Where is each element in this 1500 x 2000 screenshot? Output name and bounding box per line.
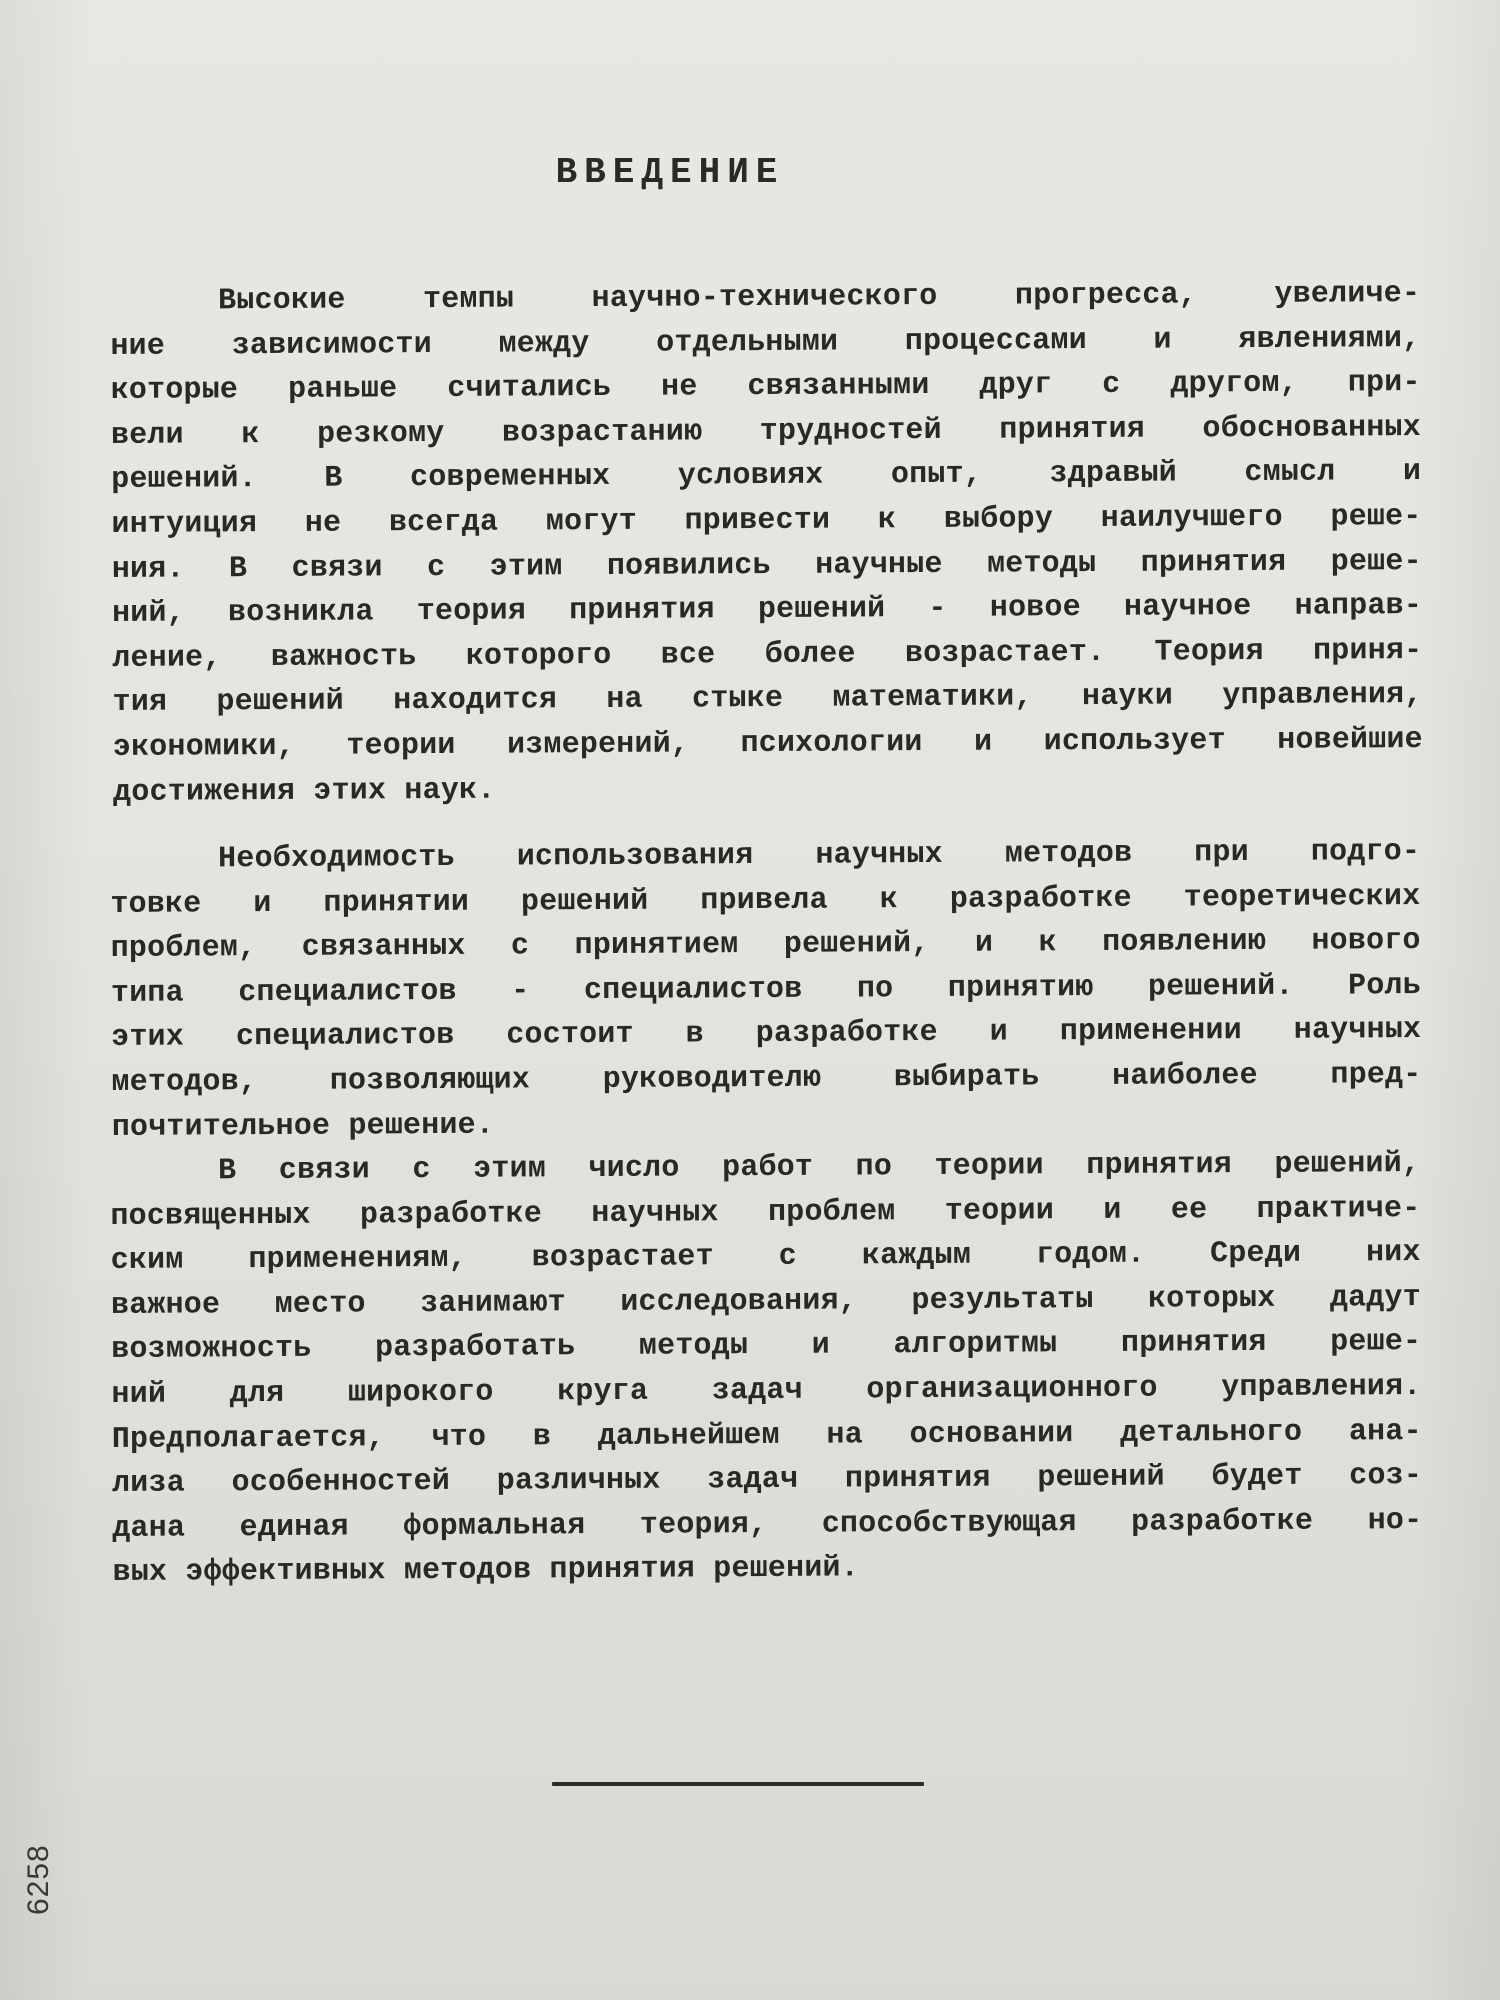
margin-number: 6258	[22, 1844, 55, 1915]
section-divider	[552, 1782, 924, 1786]
paragraph-2	[110, 830, 1422, 1150]
text-line: Необходимость использования научных методов при подго-	[218, 834, 1421, 877]
text-line: этих специалистов состоит в разработке и применении научных	[111, 1013, 1422, 1056]
text-line: типа специалистов - специалистов по принятию решений. Роль	[110, 968, 1422, 1011]
text-line: посвященных разработке научных проблем теории и ее практиче-	[110, 1191, 1421, 1234]
text-line: дана единая формальная теория, способствующая разработке но-	[112, 1503, 1423, 1546]
text-line: Высокие темпы научно-технического прогресса, увеличе-	[218, 276, 1421, 319]
text-line: лиза особенностей различных задач принятия решений будет соз-	[111, 1459, 1423, 1502]
text-line: достижения этих наук.	[113, 773, 496, 810]
paragraph-1	[110, 272, 1423, 815]
text-line: методов, позволяющих руководителю выбирать наиболее пред-	[111, 1057, 1422, 1100]
text-line: интуиция не всегда могут привести к выбору наилучшего реше-	[111, 499, 1422, 542]
text-line: важное место занимают исследования, результаты которых дадут	[110, 1280, 1422, 1323]
text-line: ние зависимости между отдельными процессами и явлениями,	[110, 321, 1421, 364]
text-line: экономики, теории измерений, психологии и использует новейшие	[112, 722, 1423, 765]
paragraph-3	[110, 1142, 1423, 1596]
text-line: которые раньше считались не связанными друг с другом, при-	[110, 366, 1421, 409]
text-line: тия решений находится на стыке математики, науки управления,	[112, 678, 1423, 721]
text-line: вели к резкому возрастанию трудностей принятия обоснованных	[110, 410, 1422, 453]
text-line: В связи с этим число работ по теории принятия решений,	[218, 1146, 1421, 1189]
text-line: возможность разработать методы и алгоритмы принятия реше-	[111, 1325, 1422, 1368]
text-line: ний для широкого круга задач организационного управления.	[111, 1369, 1422, 1412]
page-title: ВВЕДЕНИЕ	[555, 152, 785, 193]
text-line: проблем, связанных с принятием решений, и к появлению нового	[110, 924, 1421, 967]
text-line: почтительное решение.	[111, 1108, 495, 1145]
text-line: товке и принятии решений привела к разработке теоретических	[110, 879, 1421, 922]
text-line: вых эффективных методов принятия решений.	[112, 1551, 860, 1591]
text-line: ний, возникла теория принятия решений - новое научное направ-	[111, 589, 1423, 632]
text-line: ния. В связи с этим появились научные методы принятия реше-	[111, 544, 1422, 587]
text-line: решений. В современных условиях опыт, здравый смысл и	[111, 455, 1422, 498]
text-line: Предполагается, что в дальнейшем на основании детального ана-	[111, 1414, 1422, 1457]
text-line: ским применениям, возрастает с каждым годом. Среди них	[110, 1236, 1421, 1279]
text-line: ление, важность которого все более возрастает. Теория приня-	[112, 633, 1423, 676]
